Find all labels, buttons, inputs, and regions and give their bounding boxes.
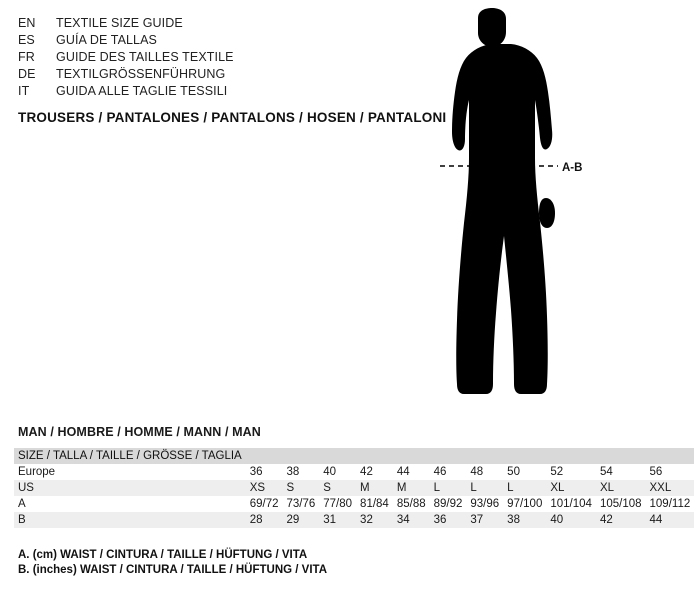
table-cell: XL	[596, 480, 646, 496]
language-text: GUÍA DE TALLAS	[56, 33, 157, 47]
footnote-b: B. (inches) WAIST / CINTURA / TAILLE / HÜFTUNG / VITA	[18, 564, 328, 576]
figure-silhouette	[400, 8, 600, 408]
table-header-row	[14, 448, 694, 464]
table-cell: 56	[649, 466, 663, 478]
table-cell: 37	[466, 512, 503, 528]
table-cell: 31	[319, 512, 356, 528]
table-cell: 34	[393, 512, 430, 528]
man-silhouette-icon	[400, 8, 600, 408]
table-header-label: SIZE / TALLA / TAILLE / GRÖSSE / TAGLIA	[14, 448, 246, 464]
row-label: B	[14, 512, 246, 528]
row-label: A	[18, 498, 26, 510]
language-text: GUIDA ALLE TAGLIE TESSILI	[56, 84, 228, 98]
table-cell: 85/88	[396, 498, 426, 510]
footnotes	[18, 548, 327, 578]
language-row	[18, 16, 398, 33]
table-title: MAN / HOMBRE / HOMME / MANN / MAN	[18, 425, 261, 439]
table-row	[14, 480, 694, 496]
table-cell: 44	[646, 512, 694, 528]
language-row	[18, 67, 398, 84]
table-cell: 36	[249, 466, 263, 478]
table-cell: M	[393, 480, 430, 496]
table-cell: 40	[546, 512, 596, 528]
table-cell: 46	[433, 466, 447, 478]
table-cell: 42	[360, 466, 373, 478]
language-header-block	[18, 16, 398, 101]
row-label: US	[14, 480, 246, 496]
language-text: TEXTILE SIZE GUIDE	[56, 16, 183, 30]
language-row	[18, 84, 398, 101]
language-code: ES	[18, 33, 35, 47]
table-cell: 52	[550, 466, 564, 478]
table-cell: 54	[599, 466, 613, 478]
table-cell: XS	[246, 480, 283, 496]
table-cell: 69/72	[249, 498, 279, 510]
table-cell: L	[466, 480, 503, 496]
language-text: TEXTILGRÖSSENFÜHRUNG	[56, 67, 226, 81]
table-cell: 97/100	[507, 498, 543, 510]
footnote-a: A. (cm) WAIST / CINTURA / TAILLE / HÜFTUNG / VITA	[18, 549, 308, 561]
table-cell: L	[430, 480, 467, 496]
language-code: FR	[18, 50, 35, 64]
table-cell: 44	[396, 466, 410, 478]
table-cell: XL	[546, 480, 596, 496]
table-cell: L	[503, 480, 546, 496]
table-cell: 101/104	[550, 498, 592, 510]
table-cell: 93/96	[470, 498, 500, 510]
table-cell: 81/84	[360, 498, 389, 510]
measurement-label-ab: A-B	[562, 162, 583, 174]
table-cell: 105/108	[599, 498, 642, 510]
language-code: IT	[18, 84, 30, 98]
table-cell: 50	[507, 466, 520, 478]
language-row	[18, 33, 398, 50]
table-cell: 29	[282, 512, 319, 528]
language-row	[18, 50, 398, 67]
language-code: DE	[18, 67, 36, 81]
table-row	[14, 512, 694, 528]
table-cell: 109/112	[649, 498, 691, 510]
table-cell: 73/76	[286, 498, 316, 510]
language-code: EN	[18, 16, 36, 30]
table-cell: 77/80	[323, 498, 353, 510]
section-title: TROUSERS / PANTALONES / PANTALONS / HOSEN / PANTALONI	[18, 110, 447, 125]
table-cell: S	[319, 480, 356, 496]
table-cell: 40	[323, 466, 337, 478]
table-cell: 89/92	[433, 498, 463, 510]
table-cell: 48	[470, 466, 484, 478]
table-cell: 36	[430, 512, 467, 528]
table-cell: M	[356, 480, 393, 496]
table-row	[14, 464, 694, 480]
table-cell: XXL	[646, 480, 694, 496]
table-row	[14, 496, 694, 512]
table-cell: 32	[356, 512, 393, 528]
table-cell: 28	[246, 512, 283, 528]
table-cell: 38	[503, 512, 546, 528]
table-cell: S	[282, 480, 319, 496]
size-table	[14, 448, 694, 528]
table-cell: 38	[286, 466, 300, 478]
row-label: Europe	[18, 466, 56, 478]
language-text: GUIDE DES TAILLES TEXTILE	[56, 50, 234, 64]
table-cell: 42	[596, 512, 646, 528]
